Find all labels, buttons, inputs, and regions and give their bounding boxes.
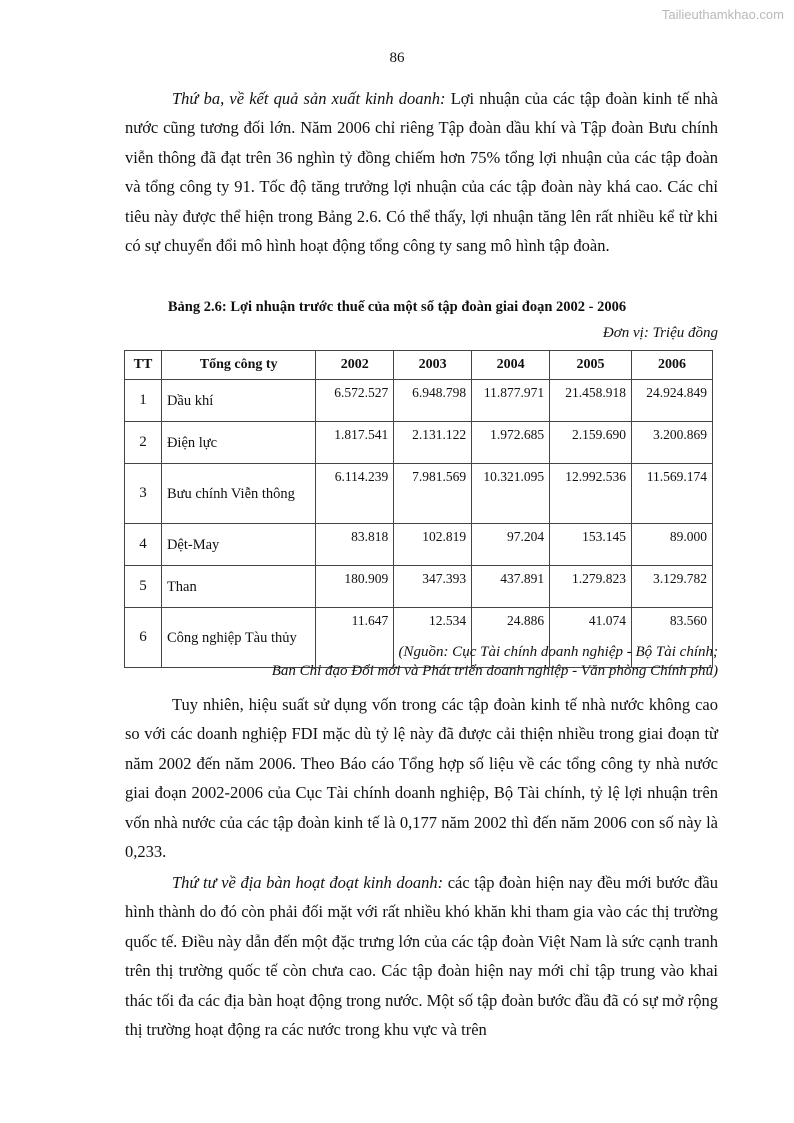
cell-2005: 153.145 — [550, 524, 632, 566]
cell-2003: 12.534 — [394, 608, 472, 668]
cell-company: Than — [161, 566, 315, 608]
cell-2002: 180.909 — [316, 566, 394, 608]
header-2004: 2004 — [472, 351, 550, 380]
cell-2006: 89.000 — [632, 524, 713, 566]
cell-2003: 6.948.798 — [394, 380, 472, 422]
cell-2004: 1.972.685 — [472, 422, 550, 464]
source-line-1: (Nguồn: Cục Tài chính doanh nghiệp - Bộ Tài chính; — [398, 644, 718, 660]
cell-2005: 12.992.536 — [550, 464, 632, 524]
cell-2004: 24.886 — [472, 608, 550, 668]
page-number: 86 — [389, 50, 405, 66]
paragraph-body: các tập đoàn hiện nay đều mới bước đầu hình thành do đó còn phải đối mặt với rất nhiều khó khăn khi tham gia vào các thị trường quốc tế. Điều này dẫn đến một đặc trưng lớn của các tập đoàn Việt Nam là sức cạnh tranh trên thị trường quốc tế còn chưa cao. Các tập đoàn hiện nay mới chỉ tập trung vào khai thác tối đa các địa bàn hoạt động trong nước. Một số tập đoàn bước đầu đã có sự mở rộng thị trường hoạt động ra các nước trong khu vực và trên — [125, 873, 719, 1040]
cell-company: Bưu chính Viễn thông — [161, 464, 315, 524]
table-caption: Bảng 2.6: Lợi nhuận trước thuế của một số tập đoàn giai đoạn 2002 - 2006 — [167, 299, 627, 315]
cell-company: Điện lực — [161, 422, 315, 464]
cell-2003: 2.131.122 — [394, 422, 472, 464]
cell-company: Công nghiệp Tàu thủy — [161, 608, 315, 668]
cell-company: Dệt-May — [161, 524, 315, 566]
cell-2002: 83.818 — [316, 524, 394, 566]
table-row — [125, 380, 713, 422]
cell-tt: 1 — [125, 380, 162, 422]
cell-2006: 24.924.849 — [632, 380, 713, 422]
paragraph-profit — [125, 84, 718, 260]
cell-2005: 41.074 — [550, 608, 632, 668]
cell-tt: 3 — [125, 464, 162, 524]
cell-2006: 83.560 — [632, 608, 713, 668]
table-header-row — [125, 351, 713, 380]
table-row — [125, 566, 713, 608]
cell-tt: 4 — [125, 524, 162, 566]
cell-2003: 347.393 — [394, 566, 472, 608]
cell-tt: 5 — [125, 566, 162, 608]
header-2003: 2003 — [394, 351, 472, 380]
header-2006: 2006 — [632, 351, 713, 380]
cell-tt: 2 — [125, 422, 162, 464]
source-line-2: Ban Chỉ đạo Đổi mới và Phát triển doanh nghiệp - Văn phòng Chính phủ) — [271, 663, 718, 679]
cell-2005: 1.279.823 — [550, 566, 632, 608]
header-2002: 2002 — [316, 351, 394, 380]
cell-2004: 10.321.095 — [472, 464, 550, 524]
cell-2006: 11.569.174 — [632, 464, 713, 524]
paragraph-market — [125, 868, 718, 1044]
cell-2005: 21.458.918 — [550, 380, 632, 422]
cell-2004: 437.891 — [472, 566, 550, 608]
cell-2002: 6.114.239 — [316, 464, 394, 524]
cell-2003: 7.981.569 — [394, 464, 472, 524]
cell-2004: 97.204 — [472, 524, 550, 566]
header-company: Tổng công ty — [161, 351, 315, 380]
cell-2005: 2.159.690 — [550, 422, 632, 464]
paragraph-body: Lợi nhuận của các tập đoàn kinh tế nhà nước cũng tương đối lớn. Năm 2006 chỉ riêng Tập đoàn dầu khí và Tập đoàn Bưu chính viễn thông đã đạt trên 36 nghìn tỷ đồng chiếm hơn 75% tổng lợi nhuận của các tập đoàn và tổng công ty 91. Tốc độ tăng trưởng lợi nhuận của các tập đoàn này khá cao. Các chỉ tiêu này được thể hiện trong Bảng 2.6. Có thể thấy, lợi nhuận tăng lên rất nhiều kể từ khi có sự chuyển đổi mô hình hoạt động tổng công ty sang mô hình tập đoàn. — [125, 89, 718, 256]
header-2005: 2005 — [550, 351, 632, 380]
paragraph-efficiency — [125, 690, 718, 866]
table-row — [125, 422, 713, 464]
cell-2002: 6.572.527 — [316, 380, 394, 422]
cell-2002: 11.647 — [316, 608, 394, 668]
paragraph-lead: Thứ ba, về kết quả sản xuất kinh doanh: — [172, 89, 446, 108]
cell-2003: 102.819 — [394, 524, 472, 566]
table-row — [125, 524, 713, 566]
table-source — [272, 643, 718, 681]
watermark: Tailieuthamkhao.com — [661, 7, 784, 22]
cell-company: Dầu khí — [161, 380, 315, 422]
table-row — [125, 464, 713, 524]
profit-table — [124, 350, 713, 668]
cell-2006: 3.129.782 — [632, 566, 713, 608]
paragraph-lead: Thứ tư về địa bàn hoạt đoạt kinh doanh: — [172, 873, 444, 892]
header-tt: TT — [125, 351, 162, 380]
cell-2006: 3.200.869 — [632, 422, 713, 464]
paragraph-body: Tuy nhiên, hiệu suất sử dụng vốn trong các tập đoàn kinh tế nhà nước không cao so với các doanh nghiệp FDI mặc dù tỷ lệ này đã được cải thiện nhiều trong giai đoạn từ năm 2002 đến năm 2006. Theo Báo cáo Tổng hợp số liệu về các tổng công ty nhà nước giai đoạn 2002-2006 của Cục Tài chính doanh nghiệp, Bộ Tài chính, tỷ lệ lợi nhuận trên vốn nhà nước của các tập đoàn kinh tế là 0,177 năm 2002 thì đến năm 2006 con số này là 0,233. — [125, 695, 718, 862]
table-unit: Đơn vị: Triệu đồng — [602, 325, 718, 341]
cell-tt: 6 — [125, 608, 162, 668]
cell-2002: 1.817.541 — [316, 422, 394, 464]
cell-2004: 11.877.971 — [472, 380, 550, 422]
